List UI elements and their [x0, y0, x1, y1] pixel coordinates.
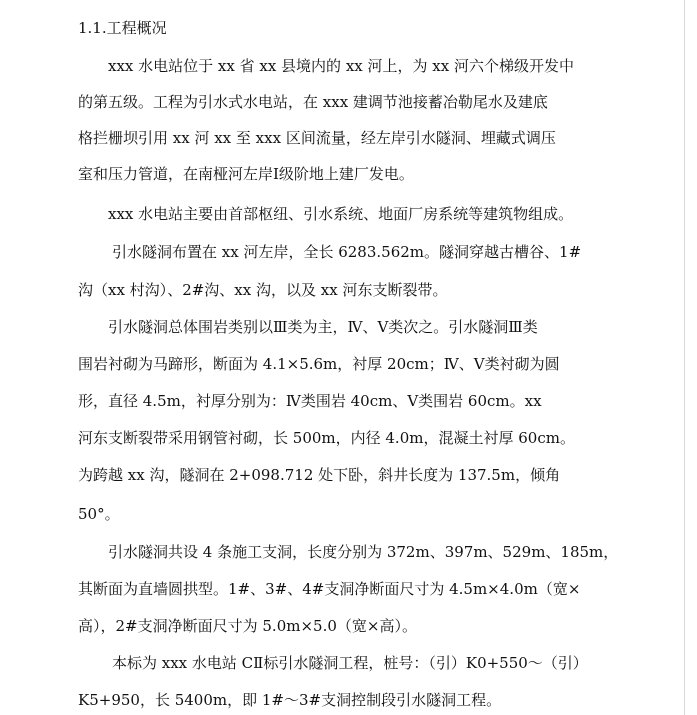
paragraph-line: 50°。 — [78, 505, 120, 523]
paragraph-line: 河东支断裂带采用钢管衬砌，长 500m，内径 4.0m，混凝土衬厚 60cm。 — [78, 429, 575, 447]
paragraph-line: 的第五级。工程为引水式水电站，在 xxx 建调节池接蓄冶勒尾水及建底 — [78, 93, 548, 111]
paragraph-line: K5+950，长 5400m，即 1#～3#支洞控制段引水隧洞工程。 — [78, 691, 502, 709]
paragraph-line: xxx 水电站位于 xx 省 xx 县境内的 xx 河上，为 xx 河六个梯级开发中 — [108, 57, 574, 75]
paragraph-line: 为跨越 xx 沟，隧洞在 2+098.712 处下卧，斜井长度为 137.5m，倾角 — [78, 466, 561, 484]
paragraph-line: 引水隧洞共设 4 条施工支洞，长度分别为 372m、397m、529m、185m， — [108, 543, 619, 561]
section-heading: 1.1.工程概况 — [78, 19, 167, 37]
paragraph-line: 其断面为直墙圆拱型。1#、3#、4#支洞净断面尺寸为 4.5m×4.0m（宽× — [78, 580, 581, 598]
paragraph-line: 格拦栅坝引用 xx 河 xx 至 xxx 区间流量，经左岸引水隧洞、埋藏式调压 — [78, 129, 556, 147]
paragraph-line: 围岩衬砌为马蹄形，断面为 4.1×5.6m，衬厚 20cm；Ⅳ、Ⅴ类衬砌为圆 — [78, 355, 560, 373]
paragraph-line: xxx 水电站主要由首部枢纽、引水系统、地面厂房系统等建筑物组成。 — [108, 205, 574, 223]
paragraph-line: 引水隧洞布置在 xx 河左岸，全长 6283.562m。隧洞穿越古槽谷、1# — [112, 243, 582, 261]
paragraph-line: 引水隧洞总体围岩类别以Ⅲ类为主，Ⅳ、Ⅴ类次之。引水隧洞Ⅲ类 — [108, 318, 538, 336]
paragraph-line: 高），2#支洞净断面尺寸为 5.0m×5.0（宽×高）。 — [78, 617, 417, 635]
paragraph-line: 形，直径 4.5m，衬厚分别为：Ⅳ类围岩 40cm、Ⅴ类围岩 60cm。xx — [78, 392, 542, 410]
paragraph-line: 本标为 xxx 水电站 CⅡ标引水隧洞工程，桩号：（引）K0+550～（引） — [112, 654, 588, 672]
paragraph-line: 沟（xx 村沟）、2#沟、xx 沟，以及 xx 河东支断裂带。 — [78, 281, 448, 299]
paragraph-line: 室和压力管道，在南桠河左岸Ⅰ级阶地上建厂发电。 — [78, 165, 414, 183]
